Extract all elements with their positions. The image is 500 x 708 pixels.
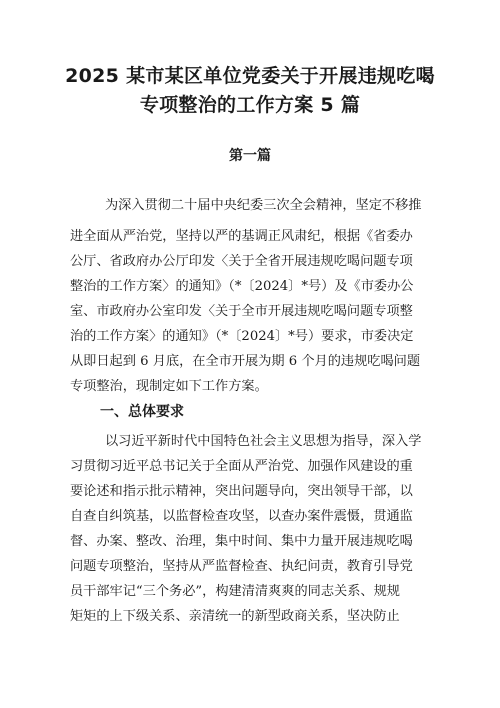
paragraph-1-line: 为深入贯彻二十届中央纪委三次全会精神，坚定不移推 bbox=[105, 198, 422, 213]
paragraph-2-line: 要论述和指示批示精神，突出问题导向，突出领导干部，以 bbox=[70, 484, 413, 499]
paragraph-1-line: 从即日起到 6 月底，在全市开展为期 6 个月的违规吃喝问题 bbox=[70, 354, 421, 369]
paragraph-2-line: 自查自纠筑基，以监督检查攻坚，以查办案件震慑，贯通监 bbox=[70, 509, 413, 524]
paragraph-1-line: 整治的工作方案〉的通知》（*〔2024〕*号）及《市委办公 bbox=[70, 279, 414, 294]
paragraph-2-line: 督、办案、整改、治理，集中时间、集中力量开展违规吃喝 bbox=[70, 534, 413, 549]
paragraph-2-line: 问题专项整治，坚持从严监督检查、执纪问责，教育引导党 bbox=[70, 559, 413, 574]
section-subtitle: 第一篇 bbox=[229, 148, 271, 164]
paragraph-1-line: 专项整治，现制定如下工作方案。 bbox=[70, 379, 268, 394]
paragraph-1-line: 公厅、省政府办公厅印发〈关于全省开展违规吃喝问题专项 bbox=[70, 254, 413, 269]
paragraph-1-line: 进全面从严治党，坚持以严的基调正风肃纪，根据《省委办 bbox=[70, 229, 413, 244]
document-title-line-1: 2025 某市某区单位党委关于开展违规吃喝 bbox=[65, 65, 435, 87]
section-heading: 一、总体要求 bbox=[100, 404, 184, 420]
paragraph-1-line: 治的工作方案〉的通知》（*〔2024〕*号）要求，市委决定 bbox=[70, 329, 414, 344]
document-title-line-2: 专项整治的工作方案 5 篇 bbox=[139, 94, 361, 116]
paragraph-2-line: 矩矩的上下级关系、亲清统一的新型政商关系，坚决防止 bbox=[70, 609, 400, 624]
paragraph-2-line: 员干部牢记“三个务必”，构建清清爽爽的同志关系、规规 bbox=[70, 584, 400, 599]
paragraph-2-line: 习贯彻习近平总书记关于全面从严治党、加强作风建设的重 bbox=[70, 459, 413, 474]
paragraph-1-line: 室、市政府办公室印发〈关于全市开展违规吃喝问题专项整 bbox=[70, 304, 413, 319]
paragraph-2-line: 以习近平新时代中国特色社会主义思想为指导，深入学 bbox=[105, 434, 422, 449]
